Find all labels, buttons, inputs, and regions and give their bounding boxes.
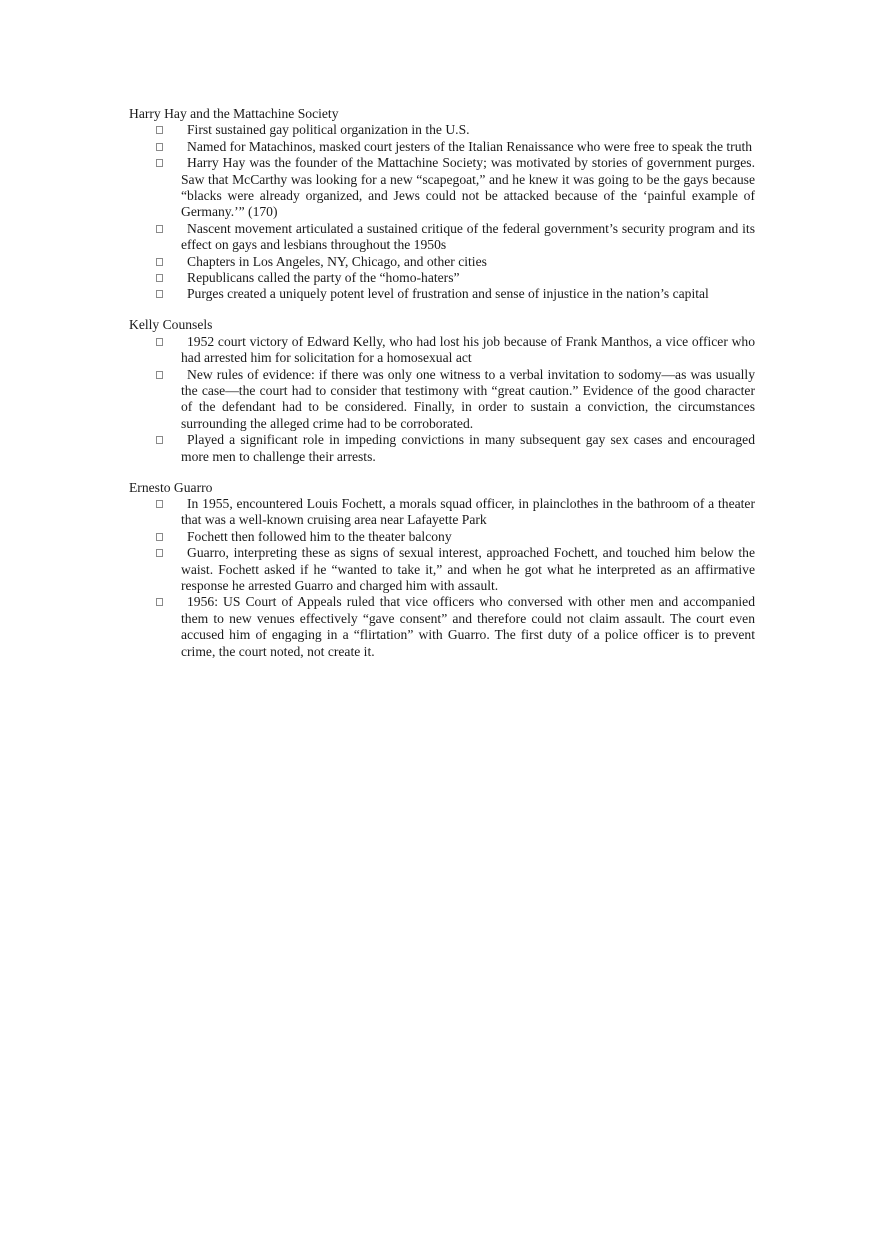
list-item [129,155,755,221]
bullet-icon [156,436,163,444]
bullet-icon [156,500,163,508]
list-item [129,254,755,270]
bullet-icon [156,126,163,134]
list-item-text: Harry Hay was the founder of the Mattachine Society; was motivated by stories of government purges. Saw that McCarthy was looking for a new “scapegoat,” and he knew it was going to be the gays because “blacks were already organized, and Jews could not be attacked because of the ‘painful example of Germany.’” (170) [181,155,755,220]
list-item [129,432,755,465]
list-item [129,496,755,529]
list-item-text: Chapters in Los Angeles, NY, Chicago, and other cities [187,253,487,269]
list-item [129,270,755,286]
bullet-icon [156,598,163,606]
list-item [129,139,755,155]
section-heading: Harry Hay and the Mattachine Society [129,106,339,121]
list-item-text: Named for Matachinos, masked court jesters of the Italian Renaissance who were free to speak the truth [187,138,753,154]
bullet-icon [156,290,163,298]
list-item [129,594,755,660]
list-item [129,286,755,302]
list-item [129,529,755,545]
list-item-text: Guarro, interpreting these as signs of sexual interest, approached Fochett, and touched him below the waist. Fochett asked if he “wanted to take it,” and when he got what he interpreted as an affirmative response he arrested Guarro and charged him with assault. [181,545,755,593]
list-item-text: Republicans called the party of the “homo-haters” [187,270,460,286]
bullet-icon [156,549,163,557]
bullet-list [129,334,755,465]
list-item-text: In 1955, encountered Louis Fochett, a morals squad officer, in plainclothes in the bathroom of a theater that was a well-known cruising area near Lafayette Park [181,495,755,528]
bullet-icon [156,225,163,233]
section-heading: Ernesto Guarro [129,479,213,495]
bullet-list [129,496,755,660]
list-item [129,221,755,254]
section-heading: Kelly Counsels [129,317,213,333]
list-item-text: New rules of evidence: if there was only one witness to a verbal invitation to sodomy—as was usually the case—the court had to consider that testimony with “great caution.” Evidence of the good character of the defendant had to be considered. Finally, in order to sustain a conviction, the circumstances surrounding the alleged crime had to be corroborated. [181,366,755,431]
bullet-list [129,122,755,302]
list-item-text: Nascent movement articulated a sustained critique of the federal government’s security program and its effect on gays and lesbians throughout the 1950s [181,220,755,253]
bullet-icon [156,533,163,541]
list-item [129,334,755,367]
list-item-text: 1952 court victory of Edward Kelly, who had lost his job because of Frank Manthos, a vice officer who had arrested him for solicitation for a homosexual act [181,333,755,366]
list-item-text: Played a significant role in impeding convictions in many subsequent gay sex cases and encouraged more men to challenge their arrests. [181,432,755,464]
section-ernesto-guarro [129,480,755,660]
list-item-text: First sustained gay political organization in the U.S. [187,122,470,138]
bullet-icon [156,258,163,266]
list-item [129,367,755,433]
list-item-text: Fochett then followed him to the theater balcony [187,528,452,544]
bullet-icon [156,143,163,151]
document-body [129,106,755,675]
bullet-icon [156,371,163,379]
section-mattachine [129,106,755,303]
list-item-text: 1956: US Court of Appeals ruled that vice officers who conversed with other men and accompanied them to new venues effectively “gave consent” and therefore could not claim assault. The court even accused him of engaging in a “flirtation” with Guarro. The first duty of a police officer is to prevent crime, the court noted, not create it. [181,594,755,659]
section-kelly-counsels [129,317,755,465]
bullet-icon [156,274,163,282]
bullet-icon [156,338,163,346]
bullet-icon [156,159,163,167]
list-item [129,545,755,594]
list-item [129,122,755,138]
list-item-text: Purges created a uniquely potent level of frustration and sense of injustice in the nation’s capital [187,286,709,302]
